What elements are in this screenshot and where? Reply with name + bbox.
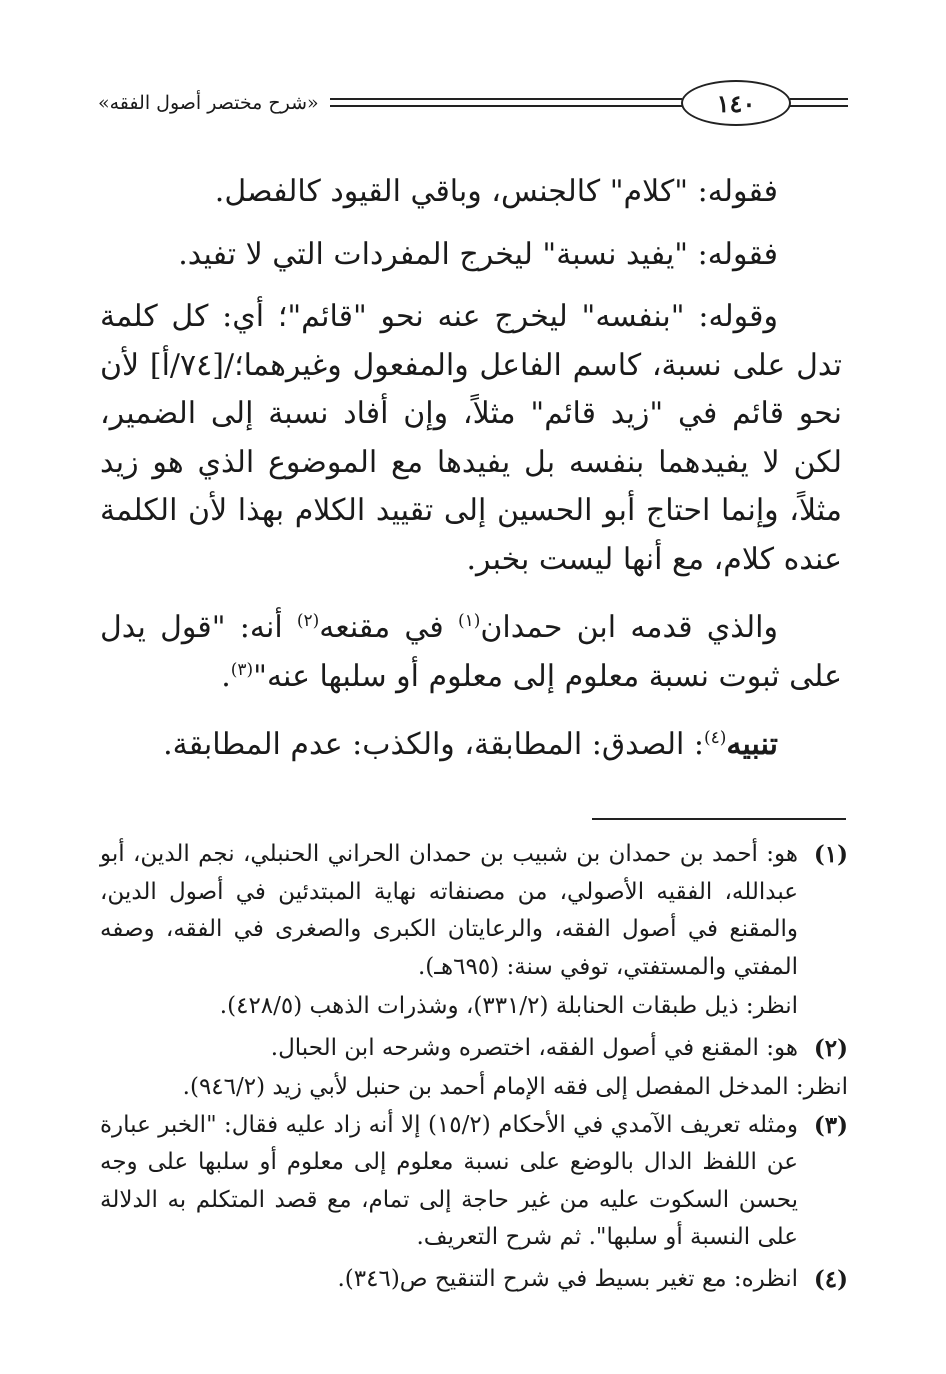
text-segment: : الصدق: المطابقة، والكذب: عدم المطابقة. bbox=[163, 727, 704, 762]
footnote-3 bbox=[100, 1107, 848, 1257]
footnote-ref-4[interactable]: (٤) bbox=[703, 728, 727, 748]
paragraph-binafsihi: وقوله: "بنفسه" ليخرج عنه نحو "قائم"؛ أي: كل كلمة تدل على نسبة، كاسم الفاعل والمفعول وغيرهما؛/[٧٤/أ] لأن نحو قائم في "زيد قائم" مثلاً، وإن أفاد نسبة إلى الضمير، لكن لا يفيدهما بنفسه بل يفيدها مع الموضوع الذي هو زيد مثلاً، وإنما احتاج أبو الحسين إلى تقييد الكلام بهذا لأن الكلمة عنده كلام، مع أنها ليست بخبر. bbox=[100, 299, 843, 577]
footnote-number: (٣) bbox=[813, 1111, 848, 1139]
header-rule-left-top bbox=[330, 98, 682, 100]
text-segment: . bbox=[221, 658, 231, 694]
footnote-4 bbox=[100, 1261, 848, 1299]
paragraph-ibn-hamdan bbox=[100, 604, 842, 701]
header-rule-left-bottom bbox=[330, 105, 682, 107]
page-header bbox=[98, 78, 848, 130]
footnote-body bbox=[100, 1261, 798, 1299]
footnote-body bbox=[100, 1030, 798, 1068]
footnote-2 bbox=[100, 1030, 848, 1068]
footnote-number: (٤) bbox=[813, 1265, 848, 1293]
footnote-body bbox=[100, 836, 798, 1026]
footnote-ref-2[interactable]: (٢) bbox=[296, 611, 320, 631]
page-number: ١٤٠ bbox=[716, 88, 756, 118]
running-title: «شرح مختصر أصول الفقه» bbox=[98, 92, 319, 114]
footnote-text: ومثله تعريف الآمدي في الأحكام (١٥/٢) إلا أنه زاد عليه فقال: "الخبر عبارة عن اللفظ الدال بالوضع على نسبة معلوم إلى معلوم أو سلبها على وجه يحسن السكوت عليه من غير حاجة إلى تمام، مع قصد المتكلم به الدلالة على النسبة أو سلبها". ثم شرح التعريف. bbox=[100, 1111, 799, 1250]
footnote-separator bbox=[592, 818, 846, 820]
footnote-number: (٢) bbox=[813, 1034, 848, 1062]
footnote-text: انظره: مع تغير بسيط في شرح التنقيح ص(٣٤٦). bbox=[337, 1265, 798, 1292]
footnote-ref-1[interactable]: (١) bbox=[457, 611, 481, 631]
tanbih-heading: تنبيه bbox=[726, 727, 778, 762]
footnote-number: (١) bbox=[813, 841, 848, 868]
page-number-badge bbox=[681, 80, 791, 126]
footnote-1 bbox=[100, 836, 848, 1026]
footnotes bbox=[100, 836, 848, 1298]
footnote-ref-3[interactable]: (٣) bbox=[230, 659, 254, 680]
footnote-text: هو: المقنع في أصول الفقه، اختصره وشرحه ابن الحبال. bbox=[270, 1034, 798, 1061]
paragraph-kalam: فقوله: "كلام" كالجنس، وباقي القيود كالفصل. bbox=[214, 174, 778, 209]
footnote-text: هو: أحمد بن حمدان بن شبيب بن حمدان الحراني الحنبلي، نجم الدين، أبو عبدالله، الفقيه الأصولي، من مصنفاته نهاية المبتدئين في أصول الدين، والمقنع في أصول الفقه، والرعايتان الكبرى والصغرى في الفقه، وصفه المفتي والمستفتي، توفي سنة: (٦٩٥هـ). bbox=[100, 841, 798, 980]
text-segment: والذي قدمه ابن حمدان bbox=[480, 610, 778, 645]
footnote-body bbox=[100, 1107, 798, 1257]
text-segment: في مقنعه bbox=[319, 610, 458, 645]
header-rule-right-bottom bbox=[790, 105, 848, 107]
paragraph-tanbih bbox=[100, 721, 842, 770]
header-rule-right-top bbox=[790, 98, 848, 100]
footnote-source: انظر: ذيل طبقات الحنابلة (٣٣١/٢)، وشذرات الذهب (٤٢٨/٥). bbox=[219, 993, 798, 1019]
paragraph-yufid-nisba: فقوله: "يفيد نسبة" ليخرج المفردات التي لا تفيد. bbox=[178, 236, 778, 272]
footnote-2-source: انظر: المدخل المفصل إلى فقه الإمام أحمد بن حنبل لأبي زيد (٩٤٦/٢). bbox=[182, 1074, 848, 1100]
main-text bbox=[100, 168, 842, 770]
text-segment: أنه: "قول يدل على ثبوت نسبة معلوم إلى معلوم أو سلبها عنه" bbox=[100, 610, 842, 694]
